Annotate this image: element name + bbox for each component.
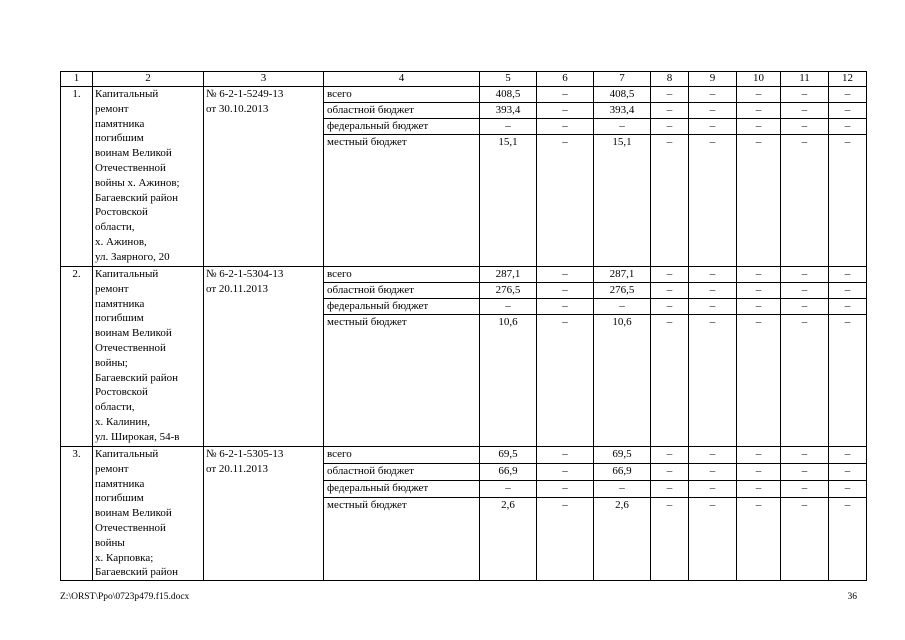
header-cell: 6 [537,72,594,87]
footer-file-path: Z:\ORST\Ppo\0723p479.f15.docx [60,592,190,602]
value-cell: – [689,498,737,581]
value-cell: – [781,481,829,498]
value-cell: – [829,87,867,103]
funding-source: местный бюджет [324,498,480,581]
value-cell: – [781,103,829,119]
value-cell: 69,5 [594,447,651,464]
value-cell: – [537,135,594,267]
value-cell: – [480,119,537,135]
value-cell: – [537,87,594,103]
value-cell: – [537,119,594,135]
table-row [61,267,867,283]
object-name: Капитальный ремонт памятника погибшим воинам Великой Отечественной войны х. Карповка; Багаевский район [93,447,204,581]
value-cell: – [537,481,594,498]
value-cell: 2,6 [594,498,651,581]
value-cell: – [651,299,689,315]
value-cell: – [537,283,594,299]
header-cell: 12 [829,72,867,87]
value-cell: 287,1 [594,267,651,283]
header-cell: 1 [61,72,93,87]
value-cell: – [651,267,689,283]
value-cell: – [537,464,594,481]
header-cell: 10 [737,72,781,87]
value-cell: – [651,481,689,498]
value-cell: – [829,299,867,315]
value-cell: – [689,87,737,103]
value-cell: 69,5 [480,447,537,464]
value-cell: – [651,87,689,103]
value-cell: – [737,498,781,581]
value-cell: – [537,498,594,581]
funding-source: всего [324,87,480,103]
value-cell: – [737,119,781,135]
value-cell: – [689,447,737,464]
value-cell: – [689,135,737,267]
value-cell: – [829,498,867,581]
value-cell: – [537,447,594,464]
row-number: 3. [61,447,93,581]
value-cell: – [829,481,867,498]
page-number: 36 [847,592,857,602]
value-cell: – [537,299,594,315]
value-cell: – [829,447,867,464]
object-name: Капитальный ремонт памятника погибшим воинам Великой Отечественной войны х. Ажинов; Багаевский район Ростовской области, х. Ажинов, ул. Заярного, 20 [93,87,204,267]
value-cell: – [781,267,829,283]
value-cell: – [651,283,689,299]
value-cell: – [651,498,689,581]
value-cell: – [651,315,689,447]
value-cell: – [480,481,537,498]
funding-source: местный бюджет [324,315,480,447]
value-cell: – [689,267,737,283]
value-cell: – [651,135,689,267]
document-ref: № 6-2-1-5305-13 от 20.11.2013 [204,447,324,581]
value-cell: – [689,283,737,299]
header-cell: 4 [324,72,480,87]
value-cell: 408,5 [594,87,651,103]
funding-source: федеральный бюджет [324,119,480,135]
value-cell: 408,5 [480,87,537,103]
header-cell: 7 [594,72,651,87]
funding-source: всего [324,267,480,283]
value-cell: – [594,299,651,315]
value-cell: – [737,464,781,481]
funding-source: областной бюджет [324,283,480,299]
table-row [61,87,867,103]
value-cell: – [829,135,867,267]
value-cell: – [689,464,737,481]
value-cell: 276,5 [480,283,537,299]
value-cell: – [737,299,781,315]
value-cell: – [537,267,594,283]
header-cell: 8 [651,72,689,87]
value-cell: – [480,299,537,315]
value-cell: – [594,481,651,498]
funding-source: всего [324,447,480,464]
value-cell: 66,9 [480,464,537,481]
value-cell: – [737,103,781,119]
value-cell: – [829,119,867,135]
value-cell: 2,6 [480,498,537,581]
value-cell: 393,4 [594,103,651,119]
header-cell: 3 [204,72,324,87]
value-cell: – [781,87,829,103]
funding-source: федеральный бюджет [324,481,480,498]
value-cell: – [737,315,781,447]
document-ref: № 6-2-1-5249-13 от 30.10.2013 [204,87,324,267]
value-cell: 287,1 [480,267,537,283]
value-cell: – [781,464,829,481]
value-cell: – [829,315,867,447]
header-cell: 2 [93,72,204,87]
budget-table [60,71,867,581]
value-cell: 10,6 [480,315,537,447]
value-cell: 393,4 [480,103,537,119]
value-cell: – [689,103,737,119]
value-cell: 15,1 [594,135,651,267]
value-cell: 276,5 [594,283,651,299]
value-cell: – [537,103,594,119]
header-row [61,72,867,87]
funding-source: областной бюджет [324,103,480,119]
value-cell: – [829,103,867,119]
value-cell: – [594,119,651,135]
value-cell: – [651,447,689,464]
value-cell: – [737,135,781,267]
value-cell: – [829,267,867,283]
value-cell: – [689,299,737,315]
value-cell: – [689,481,737,498]
row-number: 2. [61,267,93,447]
value-cell: – [781,135,829,267]
funding-source: местный бюджет [324,135,480,267]
value-cell: 10,6 [594,315,651,447]
funding-source: федеральный бюджет [324,299,480,315]
document-ref: № 6-2-1-5304-13 от 20.11.2013 [204,267,324,447]
value-cell: – [737,283,781,299]
value-cell: – [781,315,829,447]
value-cell: – [781,498,829,581]
header-cell: 11 [781,72,829,87]
value-cell: – [737,447,781,464]
value-cell: – [737,87,781,103]
object-name: Капитальный ремонт памятника погибшим воинам Великой Отечественной войны; Багаевский район Ростовской области, х. Калинин, ул. Широкая, 54-в [93,267,204,447]
value-cell: – [689,315,737,447]
value-cell: – [651,464,689,481]
value-cell: 15,1 [480,135,537,267]
value-cell: – [689,119,737,135]
value-cell: – [781,299,829,315]
header-cell: 9 [689,72,737,87]
value-cell: – [651,103,689,119]
header-cell: 5 [480,72,537,87]
value-cell: – [651,119,689,135]
value-cell: – [781,119,829,135]
value-cell: – [829,464,867,481]
funding-source: областной бюджет [324,464,480,481]
row-number: 1. [61,87,93,267]
table-row [61,447,867,464]
value-cell: – [537,315,594,447]
value-cell: – [737,267,781,283]
value-cell: – [781,283,829,299]
value-cell: 66,9 [594,464,651,481]
value-cell: – [781,447,829,464]
value-cell: – [829,283,867,299]
value-cell: – [737,481,781,498]
